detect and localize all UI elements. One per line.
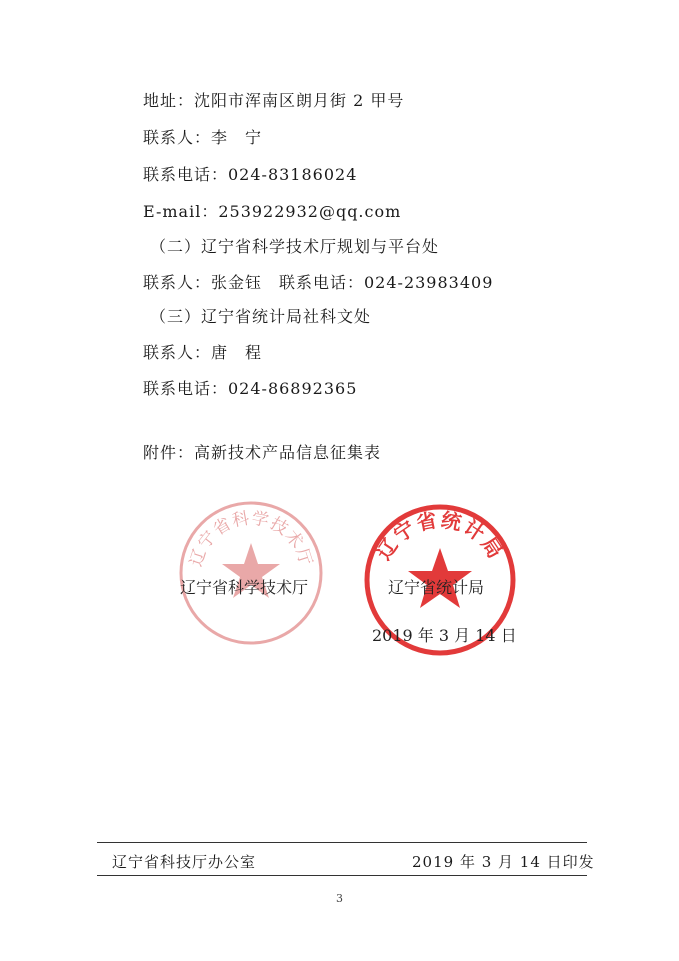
signature-date: 2019 年 3 月 14 日 xyxy=(372,626,517,645)
section-3-heading: （三）辽宁省统计局社科文处 xyxy=(150,307,372,326)
signature-org-2: 辽宁省统计局 xyxy=(388,578,485,597)
section-3-contact-person-line: 联系人：唐 程 xyxy=(143,343,263,362)
footer-bottom-rule xyxy=(97,875,587,876)
seal-1-text: 辽宁省科学技术厅 xyxy=(186,508,316,569)
email-line: E-mail：253922932@qq.com xyxy=(143,202,402,221)
address-line: 地址：沈阳市浑南区朗月街 2 甲号 xyxy=(143,91,405,110)
phone-line: 联系电话：024-83186024 xyxy=(143,165,358,184)
section-2-contact-line: 联系人：张金钰 联系电话：024-23983409 xyxy=(143,273,494,292)
seal-2-text: 辽宁省统计局 xyxy=(371,507,509,565)
footer-print-date: 2019 年 3 月 14 日印发 xyxy=(412,853,595,871)
contact-person-line: 联系人：李 宁 xyxy=(143,128,263,147)
attachment-line: 附件：高新技术产品信息征集表 xyxy=(143,443,382,462)
signature-org-1: 辽宁省科学技术厅 xyxy=(180,578,309,597)
science-dept-seal xyxy=(176,498,326,648)
section-2-heading: （二）辽宁省科学技术厅规划与平台处 xyxy=(150,237,440,256)
footer-issuer: 辽宁省科技厅办公室 xyxy=(112,853,257,871)
footer-top-rule xyxy=(97,842,587,843)
page-number: 3 xyxy=(336,892,343,905)
section-3-phone-line: 联系电话：024-86892365 xyxy=(143,379,358,398)
